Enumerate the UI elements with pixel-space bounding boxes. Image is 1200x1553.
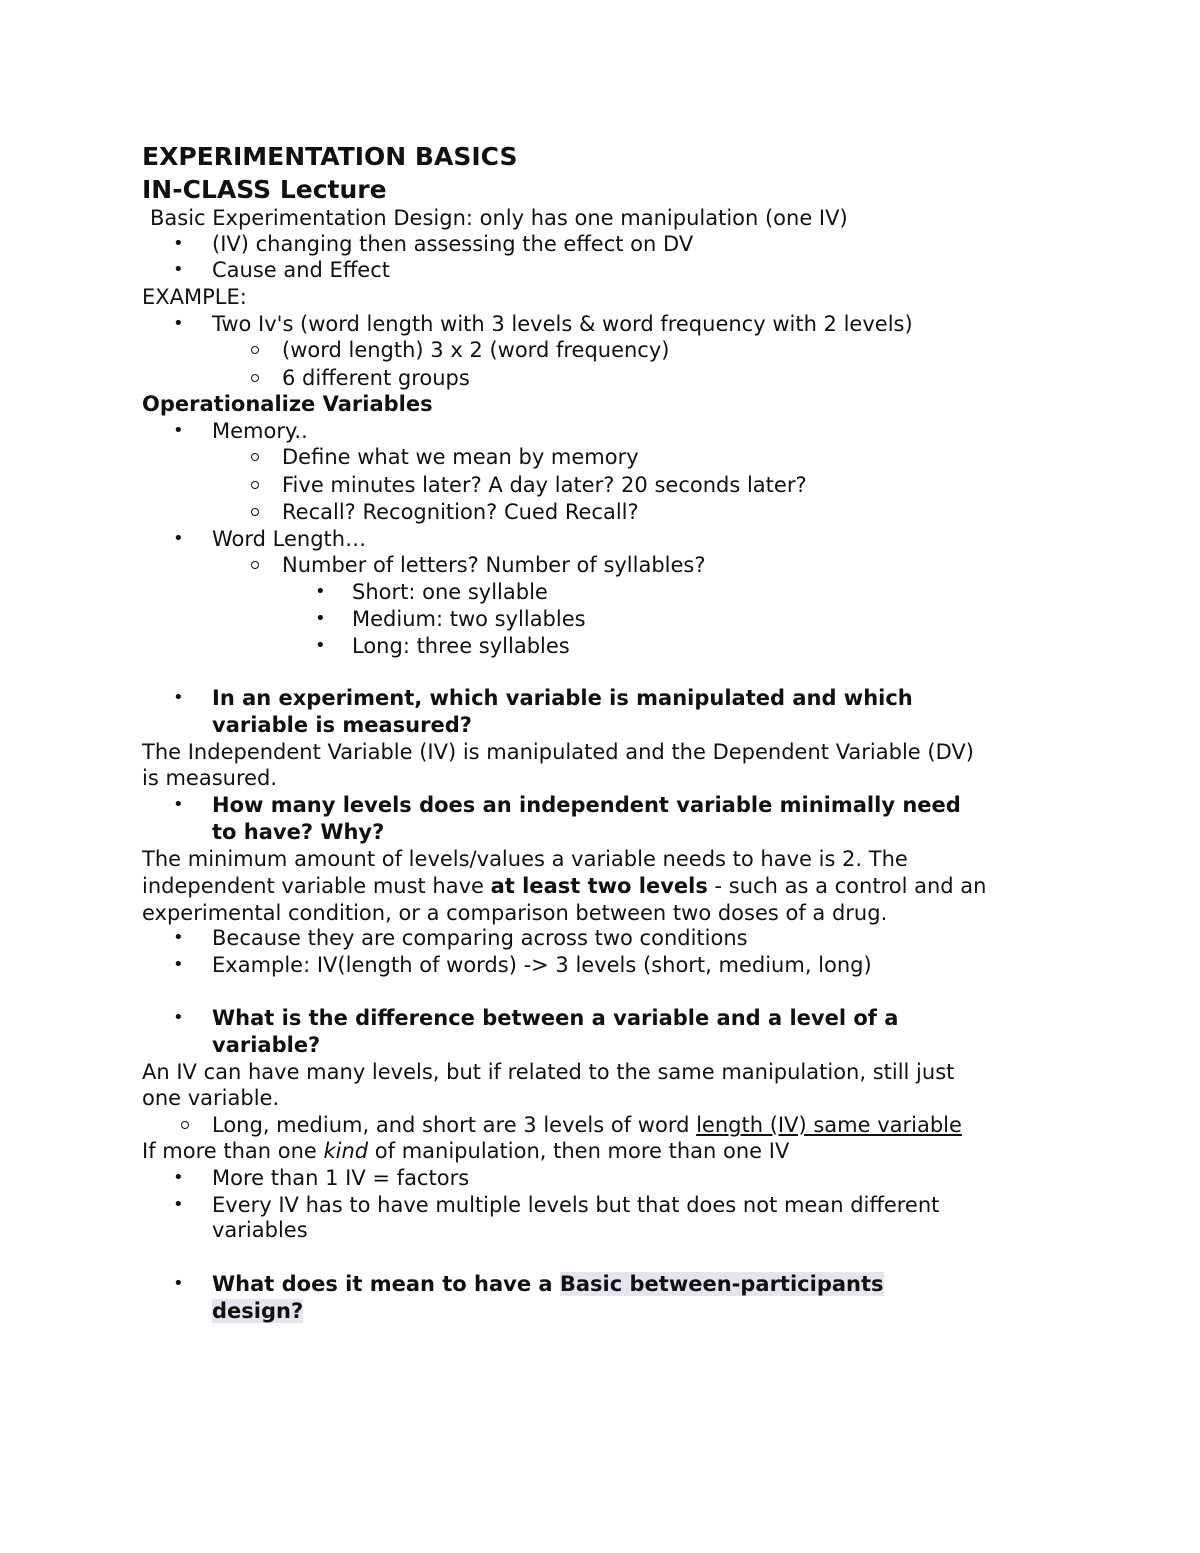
document-title: EXPERIMENTATION BASICS [142, 142, 518, 171]
question-line: to have? Why? [212, 820, 385, 844]
question-line: In an experiment, which variable is manipulated and which [212, 686, 913, 710]
list-item: Cause and Effect [212, 258, 390, 282]
list-item-continuation: variables [212, 1218, 308, 1242]
bullet-icon: • [315, 635, 326, 656]
list-item: Long: three syllables [352, 634, 570, 658]
list-item: Memory.. [212, 419, 308, 443]
list-item: Two Iv's (word length with 3 levels & word frequency with 2 levels) [212, 312, 913, 336]
answer-line [142, 873, 986, 899]
answer-line: one variable. [142, 1086, 280, 1110]
list-item: Every IV has to have multiple levels but that does not mean different [212, 1193, 940, 1217]
list-item: (IV) changing then assessing the effect on DV [212, 232, 694, 256]
answer-line: The Independent Variable (IV) is manipulated and the Dependent Variable (DV) [142, 740, 974, 764]
italic-text: kind [323, 1139, 369, 1163]
list-item: Medium: two syllables [352, 607, 586, 631]
bullet-icon: • [173, 1194, 184, 1215]
list-item: Short: one syllable [352, 580, 548, 604]
list-item: Example: IV(length of words) -> 3 levels (short, medium, long) [212, 953, 872, 977]
bullet-icon: • [173, 1273, 184, 1294]
circle-bullet-icon [251, 374, 259, 382]
list-item: Number of letters? Number of syllables? [282, 553, 706, 577]
question-line: What is the difference between a variable and a level of a [212, 1006, 899, 1030]
bullet-icon: • [173, 259, 184, 280]
emphasis-text: at least two levels [490, 874, 708, 898]
list-item: More than 1 IV = factors [212, 1166, 470, 1190]
bullet-icon: • [173, 794, 184, 815]
bullet-icon: • [173, 420, 184, 441]
circle-bullet-icon [251, 508, 259, 516]
bullet-icon: • [173, 687, 184, 708]
bullet-icon: • [173, 233, 184, 254]
question-line: variable is measured? [212, 713, 472, 737]
question-text: What does it mean to have a [212, 1272, 560, 1296]
answer-text: - such as a control and an [707, 874, 987, 898]
answer-line: The minimum amount of levels/values a variable needs to have is 2. The [142, 847, 908, 871]
list-item: Define what we mean by memory [282, 445, 639, 469]
answer-line [142, 1138, 789, 1164]
question-line [212, 1298, 303, 1324]
document-subtitle: IN-CLASS Lecture [142, 175, 387, 204]
circle-bullet-icon [251, 481, 259, 489]
list-item [212, 1112, 962, 1138]
bullet-icon: • [173, 528, 184, 549]
bullet-icon: • [315, 608, 326, 629]
list-item: (word length) 3 x 2 (word frequency) [282, 338, 670, 362]
answer-line: experimental condition, or a comparison between two doses of a drug. [142, 901, 888, 925]
highlighted-text: Basic between-participants [559, 1272, 884, 1296]
list-item: Word Length… [212, 527, 367, 551]
bullet-icon: • [173, 313, 184, 334]
list-item: Because they are comparing across two conditions [212, 926, 748, 950]
answer-text: of manipulation, then more than one IV [368, 1139, 790, 1163]
answer-text: If more than one [142, 1139, 324, 1163]
example-label: EXAMPLE: [142, 285, 247, 309]
bullet-icon: • [173, 1167, 184, 1188]
circle-bullet-icon [251, 453, 259, 461]
list-item: Five minutes later? A day later? 20 seconds later? [282, 473, 807, 497]
answer-line: is measured. [142, 766, 278, 790]
circle-bullet-icon [251, 561, 259, 569]
question-line: variable? [212, 1033, 321, 1057]
bullet-icon: • [173, 954, 184, 975]
answer-text: independent variable must have [142, 874, 491, 898]
bullet-icon: • [315, 581, 326, 602]
list-item: 6 different groups [282, 366, 470, 390]
list-item: Recall? Recognition? Cued Recall? [282, 500, 639, 524]
list-item-text: Long, medium, and short are 3 levels of word [212, 1113, 697, 1137]
highlighted-text: design? [212, 1299, 304, 1323]
circle-bullet-icon [181, 1121, 189, 1129]
circle-bullet-icon [251, 346, 259, 354]
section-heading: Operationalize Variables [142, 392, 433, 416]
underlined-text: length (IV) same variable [696, 1113, 962, 1137]
bullet-icon: • [173, 927, 184, 948]
question-line [212, 1271, 884, 1297]
bullet-icon: • [173, 1007, 184, 1028]
answer-line: An IV can have many levels, but if related to the same manipulation, still just [142, 1060, 955, 1084]
question-line: How many levels does an independent variable minimally need [212, 793, 961, 817]
intro-line: Basic Experimentation Design: only has one manipulation (one IV) [150, 206, 848, 230]
